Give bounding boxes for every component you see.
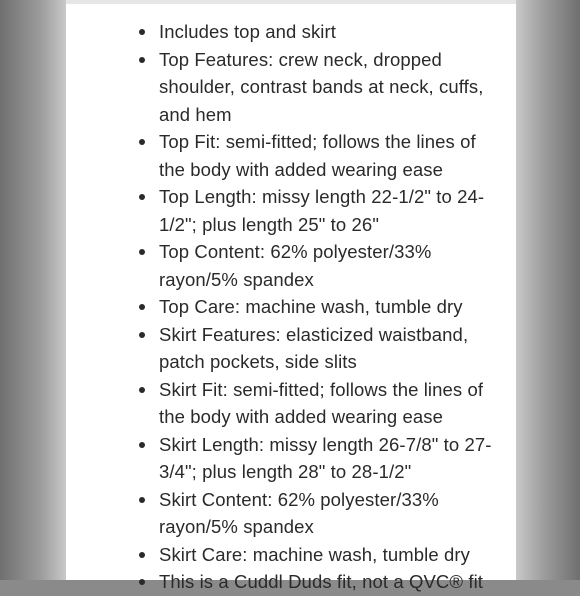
feature-item-includes: Includes top and skirt	[66, 18, 516, 46]
feature-item-top-care: Top Care: machine wash, tumble dry	[66, 293, 516, 321]
feature-item-skirt-content: Skirt Content: 62% polyester/33% rayon/5% spandex	[66, 486, 516, 541]
feature-item-skirt-length: Skirt Length: missy length 26-7/8" to 27-3/4"; plus length 28" to 28-1/2"	[66, 431, 516, 486]
feature-item-top-features: Top Features: crew neck, dropped shoulder, contrast bands at neck, cuffs, and hem	[66, 46, 516, 129]
feature-item-top-length: Top Length: missy length 22-1/2" to 24-1/2"; plus length 25" to 26"	[66, 183, 516, 238]
card-top-divider	[66, 0, 516, 4]
feature-item-top-fit: Top Fit: semi-fitted; follows the lines of the body with added wearing ease	[66, 128, 516, 183]
product-details-card	[66, 0, 516, 592]
feature-item-skirt-care: Skirt Care: machine wash, tumble dry	[66, 541, 516, 569]
feature-item-fit-note: This is a Cuddl Duds fit, not a QVC® fit	[66, 568, 516, 596]
feature-item-top-content: Top Content: 62% polyester/33% rayon/5% spandex	[66, 238, 516, 293]
feature-item-skirt-features: Skirt Features: elasticized waistband, patch pockets, side slits	[66, 321, 516, 376]
feature-list	[66, 18, 516, 596]
feature-item-skirt-fit: Skirt Fit: semi-fitted; follows the lines of the body with added wearing ease	[66, 376, 516, 431]
